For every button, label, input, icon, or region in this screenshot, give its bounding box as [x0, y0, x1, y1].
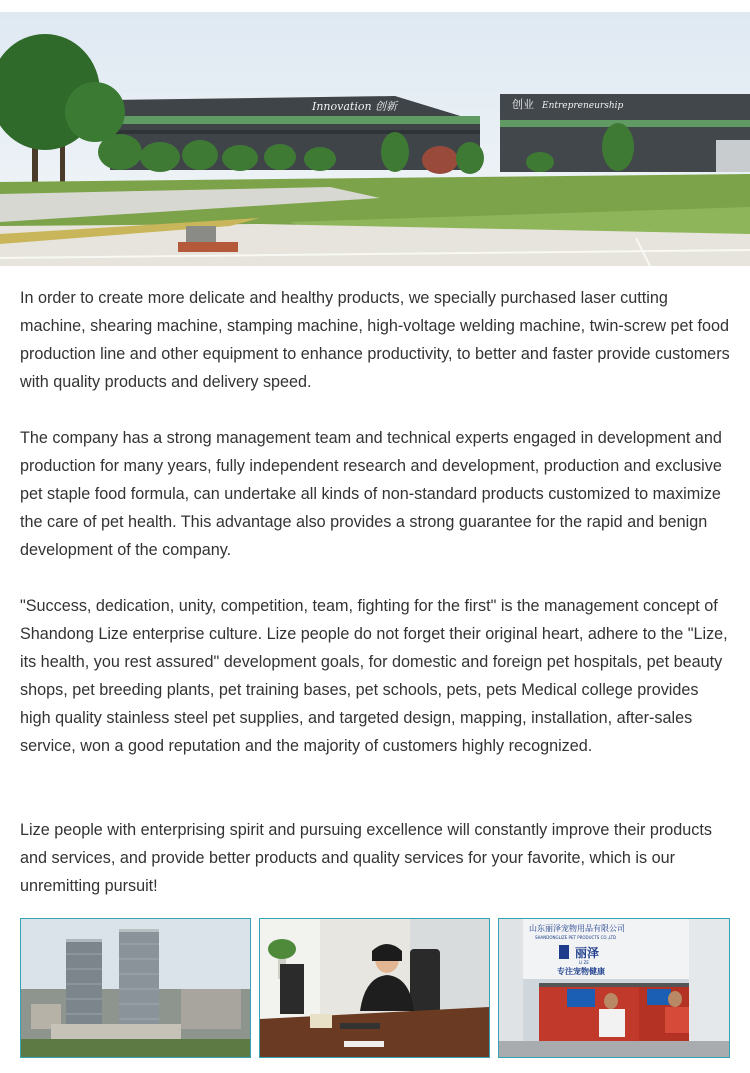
- brand-logo-icon: [559, 945, 569, 959]
- sign-company-name: 山东丽泽宠物用品有限公司: [529, 924, 625, 933]
- sign-brand: 丽泽: [575, 946, 600, 960]
- paragraph-enterprise-culture: "Success, dedication, unity, competition, team, fighting for the first" is the management concept of Shandong Lize enterprise culture. Lize people do not forget their original heart, adhere to the "Lize, its health, you rest assured" development goals, for domestic and foreign pet hospitals, pet beauty shops, pet breeding plants, pet training bases, pet schools, pets, pets Medical college provides high quality stainless steel pet supplies, and targeted design, mapping, installation, after-sales service, won a good reputation and the majority of customers highly recognized.: [20, 597, 728, 755]
- tower-left: [66, 939, 102, 1031]
- sign-entrepreneurship-cn: 创业: [512, 98, 534, 111]
- plant: [268, 939, 296, 959]
- monitor: [280, 964, 304, 1014]
- paragraph-equipment: In order to create more delicate and healthy products, we specially purchased laser cutting machine, shearing machine, stamping machine, high-voltage welding machine, twin-screw pet food production line and other equipment to enhance productivity, to better and faster provide customers with quality products and delivery speed.: [20, 289, 730, 391]
- sign-slogan: 专注宠物健康: [557, 967, 605, 976]
- sign-company-name-en: SHANDONGLIZE PET PRODUCTS CO.,LTD: [535, 935, 617, 940]
- office-chair: [410, 949, 440, 1014]
- sign-innovation: Innovation 创新: [312, 100, 398, 113]
- photo-gallery: [20, 918, 730, 1060]
- hero-factory-photo: [0, 12, 750, 266]
- paragraph-management-team: The company has a strong management team and technical experts engaged in development and production for many years, fully independent research and development, production and exclusive pet staple food formula, can undertake all kinds of non-standard products customized to maximize the care of pet health. This advantage also provides a strong guarantee for the rapid and benign development of the company.: [20, 429, 722, 559]
- paragraph-pursuit: Lize people with enterprising spirit and pursuing excellence will constantly improve their products and services, and provide better products and quality services for your favorite, which is our unremitting pursuit!: [20, 821, 712, 895]
- photo-company-office: [498, 918, 730, 1058]
- photo-office-towers: [20, 918, 251, 1058]
- sign-entrepreneurship-en: Entrepreneurship: [542, 101, 624, 111]
- sign-brand-en: LI ZE: [579, 960, 589, 965]
- photo-office-desk: [259, 918, 490, 1058]
